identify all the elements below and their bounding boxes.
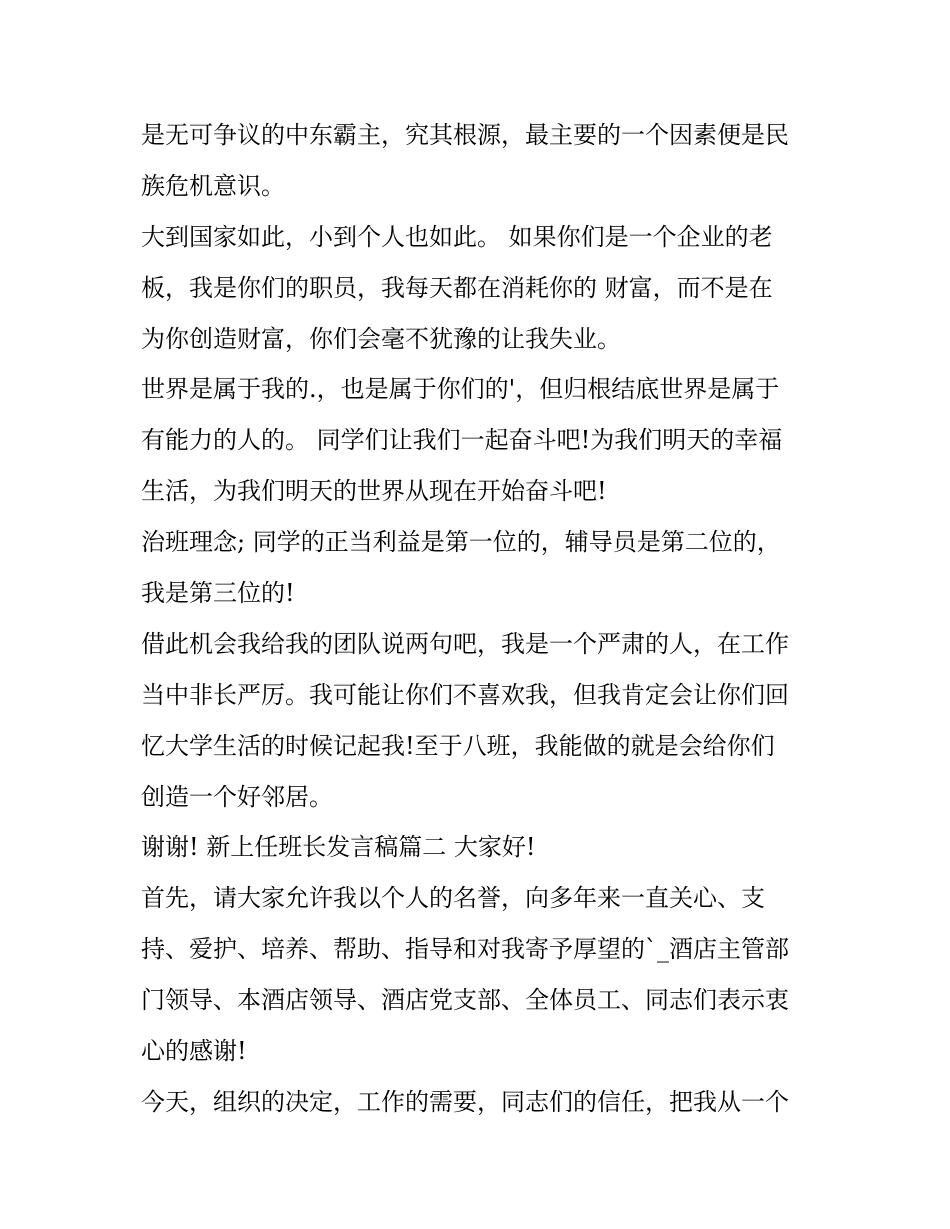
text-line-14: 创造一个好邻居。 [141, 782, 333, 811]
text-line-2: 族危机意识。 [141, 171, 285, 200]
text-line-6: 世界是属于我的.，也是属于你们的'，但归根结底世界是属于 [141, 375, 780, 404]
text-line-4: 板，我是你们的职员，我每天都在消耗你的 财富，而不是在 [141, 273, 773, 302]
text-line-18: 门领导、本酒店领导、酒店党支部、全体员工、同志们表示衷 [141, 986, 789, 1015]
text-line-19: 心的感谢! [141, 1037, 247, 1066]
text-line-20: 今天，组织的决定，工作的需要，同志们的信任，把我从一个 [141, 1087, 789, 1116]
text-line-15: 谢谢! 新上任班长发言稿篇二 大家好! [141, 833, 536, 862]
document-body [141, 110, 821, 1128]
text-line-8: 生活，为我们明天的世界从现在开始奋斗吧! [141, 477, 607, 506]
text-line-1: 是无可争议的中东霸主，究其根源，最主要的一个因素便是民 [141, 121, 789, 149]
text-line-13: 忆大学生活的时候记起我!至于八班，我能做的就是会给你们 [141, 731, 775, 760]
text-line-5: 为你创造财富，你们会毫不犹豫的让我失业。 [141, 324, 621, 353]
text-line-7: 有能力的人的。 同学们让我们一起奋斗吧!为我们明天的幸福 [141, 426, 783, 455]
text-line-16: 首先，请大家允许我以个人的名誉，向多年来一直关心、支 [141, 884, 765, 913]
text-line-9: 治班理念; 同学的正当利益是第一位的，辅导员是第二位的， [141, 528, 781, 557]
text-line-17: 持、爱护、培养、帮助、指导和对我寄予厚望的`_酒店主管部 [141, 935, 789, 964]
text-line-10: 我是第三位的! [141, 579, 295, 608]
text-line-12: 当中非长严厉。我可能让你们不喜欢我，但我肯定会让你们回 [141, 680, 789, 709]
text-line-3: 大到国家如此，小到个人也如此。 如果你们是一个企业的老 [141, 222, 773, 251]
text-line-11: 借此机会我给我的团队说两句吧，我是一个严肃的人，在工作 [141, 629, 789, 658]
